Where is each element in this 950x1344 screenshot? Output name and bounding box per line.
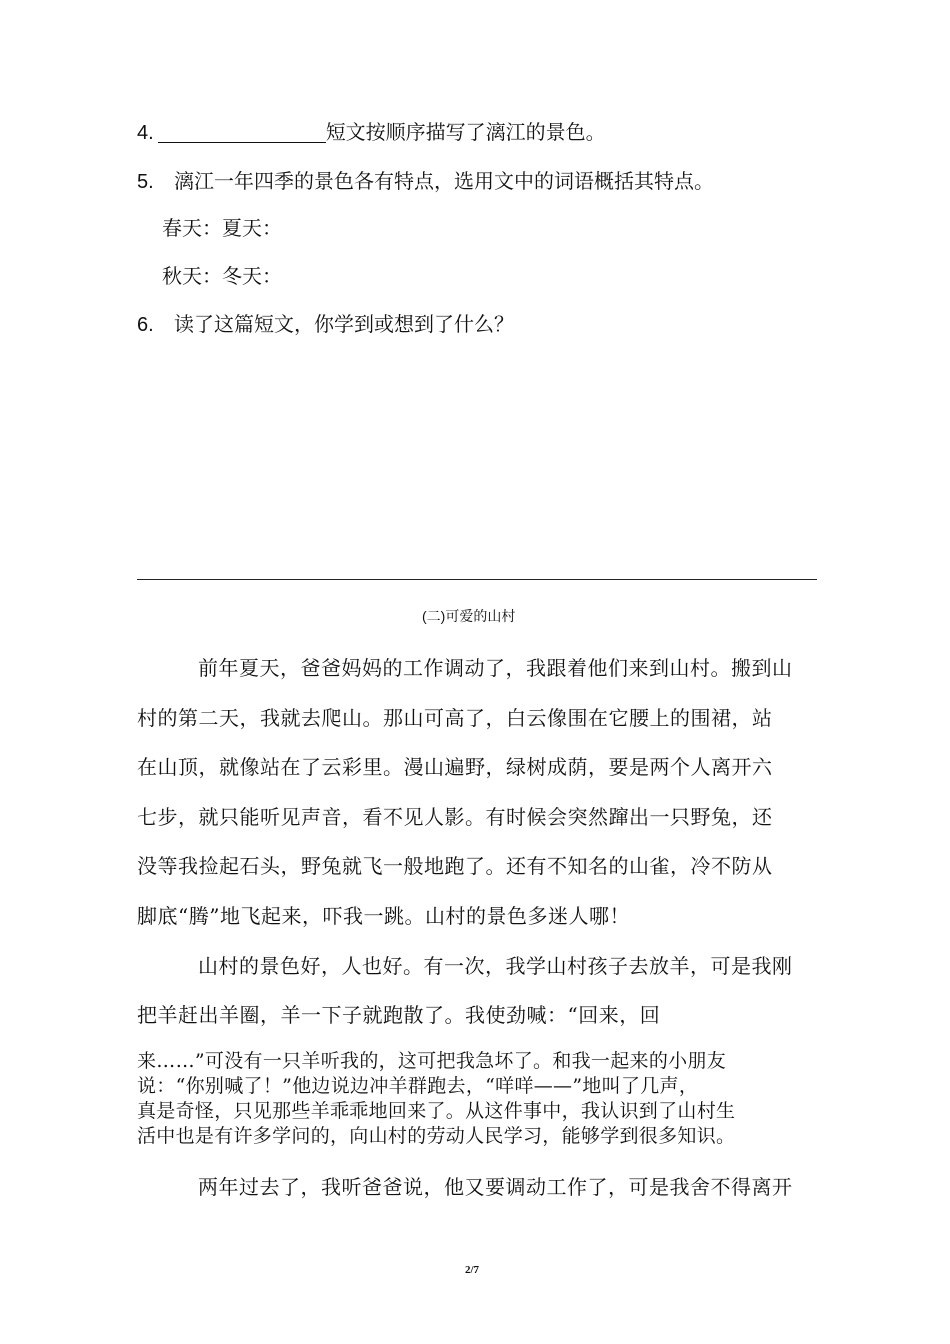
passage-line: 七步，就只能听见声音，看不见人影。有时候会突然蹿出一只野兔，还 — [137, 805, 773, 829]
seasons-line-2: 秋天：冬天： — [162, 264, 282, 288]
question-6 — [137, 308, 514, 337]
passage-line: 没等我捡起石头，野兔就飞一般地跑了。还有不知名的山雀，冷不防从 — [137, 854, 773, 878]
passage-line: 在山顶，就像站在了云彩里。漫山遍野，绿树成荫，要是两个人离开六 — [137, 755, 773, 779]
passage-line: 前年夏天，爸爸妈妈的工作调动了，我跟着他们来到山村。搬到山 — [198, 656, 793, 680]
passage-line: 脚底“腾”地飞起来，吓我一跳。山村的景色多迷人哪！ — [137, 904, 630, 928]
question-6-number: 6. — [137, 314, 154, 336]
question-5-text: 漓江一年四季的景色各有特点，选用文中的词语概括其特点。 — [174, 169, 715, 193]
page-number: 2/7 — [465, 1264, 480, 1276]
question-5-number: 5. — [137, 171, 154, 193]
passage-line: 活中也是有许多学问的，向山村的劳动人民学习，能够学到很多知识。 — [137, 1125, 736, 1147]
passage-line: 两年过去了，我听爸爸说，他又要调动工作了，可是我舍不得离开 — [198, 1175, 793, 1199]
answer-blank[interactable] — [158, 122, 326, 143]
passage-line: 来……”可没有一只羊听我的，这可把我急坏了。和我一起来的小朋友 — [137, 1050, 727, 1072]
passage-line: 山村的景色好，人也好。有一次，我学山村孩子去放羊，可是我刚 — [198, 954, 793, 978]
question-6-text: 读了这篇短文，你学到或想到了什么？ — [174, 312, 515, 336]
question-4 — [137, 116, 606, 145]
question-4-number: 4. — [137, 122, 154, 144]
passage-line: 把羊赶出羊圈，羊一下子就跑散了。我使劲喊：“回来，回 — [137, 1003, 661, 1027]
seasons-line-1: 春天：夏天： — [162, 216, 282, 240]
passage-line: 真是奇怪，只见那些羊乖乖地回来了。从这件事中，我认识到了山村生 — [137, 1100, 736, 1122]
question-4-text: 短文按顺序描写了漓江的景色。 — [325, 120, 606, 144]
passage-line: 说：“你别喊了！”他边说边冲羊群跑去，“咩咩——”地叫了几声， — [137, 1075, 699, 1097]
question-5 — [137, 165, 714, 194]
section-divider — [137, 579, 817, 580]
passage-title: (二)可爱的山村 — [422, 608, 516, 624]
passage-line: 村的第二天，我就去爬山。那山可高了，白云像围在它腰上的围裙，站 — [137, 706, 773, 730]
